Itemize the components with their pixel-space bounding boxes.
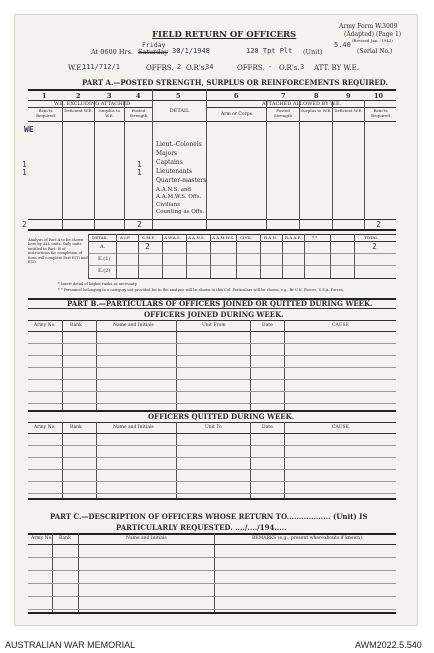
- part-c-heading-line2: PARTICULARLY REQUESTED. ..../..../194.....: [116, 523, 287, 532]
- analysis-note: Analysis of Part A to be shown here by ALL units. Only units entitled in Part. H of instructions for completion of form will complete Part E(1) and E(2).: [28, 238, 88, 265]
- ors-label: O.R's.: [186, 64, 207, 72]
- col-num-4: 4: [136, 92, 141, 100]
- offrs-written: 2: [177, 63, 182, 71]
- partc-col-name: Name and Initials: [126, 536, 167, 541]
- offrs-att-written: -: [268, 63, 273, 71]
- serial-written: 5.40: [334, 41, 351, 49]
- grid-row-rule: [28, 583, 396, 584]
- day-written: Friday: [142, 41, 166, 49]
- grid-row-rule: [28, 596, 396, 597]
- quitted-col-unit-to: Unit To: [205, 425, 222, 430]
- quitted-col-rank: Rank: [70, 425, 82, 430]
- analysis-row-e1: E.(1): [98, 256, 111, 262]
- col-num-7: 7: [281, 92, 286, 100]
- caption-institution: AUSTRALIAN WAR MEMORIAL: [5, 640, 136, 650]
- col-head-att-deficient: Deficient W.E.: [334, 108, 363, 113]
- date-written: 30/1/1948: [172, 47, 210, 55]
- analysis-row-e2: E.(2): [98, 268, 111, 274]
- col-num-2: 2: [76, 92, 81, 100]
- offrs-att-label: OFFRS.: [237, 64, 265, 72]
- footnote-higher-ranks: * Insert detail of higher ranks as necessary.: [58, 282, 138, 286]
- grid-column-rule: [62, 320, 63, 410]
- grid-header-rule: [28, 331, 396, 332]
- col4-value-a: 1: [137, 160, 142, 169]
- col-head-att-posted-strength: Posted Strength: [274, 108, 292, 118]
- col-head-detail: DETAIL: [169, 108, 190, 114]
- joined-col-unit-from: Unit From: [202, 323, 226, 328]
- grid-row-rule: [28, 557, 396, 558]
- grid-row-rule: [28, 403, 396, 404]
- grid-row-rule: [28, 343, 396, 344]
- army-form-revised: (Revised Jan., 1942): [352, 38, 393, 43]
- rank-civilians: Civilians Counting as Offs.: [156, 202, 205, 215]
- rank-majors: Majors: [156, 150, 178, 157]
- grid-row-rule: [28, 570, 396, 571]
- grid-column-rule: [284, 320, 285, 410]
- group-we-excluding: W.E. EXCLUDING ATTACHED: [54, 101, 131, 107]
- col10-total: 2: [376, 220, 381, 229]
- grid-header-rule: [28, 433, 396, 434]
- rank-lieutenants: Lieutenants: [156, 168, 193, 175]
- col-num-8: 8: [314, 92, 319, 100]
- col4-value-b: 1: [137, 168, 142, 177]
- grid-row-rule: [28, 367, 396, 368]
- rank-aans-aamws: A.A.N.S. and A.A.M.W.S. Offs.: [156, 187, 202, 200]
- grid-row-rule: [28, 469, 396, 470]
- grid-column-rule: [250, 320, 251, 410]
- analysis-head-detail: DETAIL: [92, 235, 108, 240]
- analysis-head-aans: A.A.N.S.: [188, 235, 205, 240]
- caption-accession-number: AWM2022.5.540: [355, 640, 422, 650]
- col-num-1: 1: [42, 92, 47, 100]
- analysis-head-other: * *: [312, 235, 318, 240]
- joined-col-cause: CAUSE: [332, 323, 349, 328]
- rank-lieut-colonels: Lieut.-Colonels: [156, 141, 202, 148]
- analysis-head-total: TOTAL: [364, 235, 378, 240]
- grid-row-rule: [28, 391, 396, 392]
- rank-captains: Captains: [156, 159, 183, 166]
- grid-row-rule: [28, 609, 396, 610]
- army-form-number: Army Form W.3009: [339, 23, 398, 30]
- col-head-deficient: Deficient W.E.: [64, 108, 93, 113]
- quitted-col-army-no: Army No.: [34, 425, 56, 430]
- part-b-heading: PART B.—PARTICULARS OF OFFICERS JOINED OR QUITTED DURING WEEK.: [67, 299, 373, 308]
- quitted-heading: OFFICERS QUITTED DURING WEEK.: [148, 412, 295, 421]
- partc-col-remarks: REMARKS (e.g., present whereabouts if known).: [252, 536, 364, 541]
- grid-row-rule: [28, 379, 396, 380]
- ors-att-label: O.R's.: [279, 64, 300, 72]
- col1-value-b: 1: [22, 168, 27, 177]
- ors-written: 34: [205, 63, 214, 71]
- analysis-head-awas: A.W.A.S.: [164, 235, 181, 240]
- grid-row-rule: [28, 355, 396, 356]
- joined-col-rank: Rank: [70, 323, 82, 328]
- analysis-head-aamws: A.A.M.W.S.: [212, 235, 235, 240]
- col-head-reints-required: Rein'ts Required: [36, 108, 55, 118]
- analysis-head-civil: CIVIL: [240, 235, 252, 240]
- form-title: FIELD RETURN OF OFFICERS: [152, 30, 297, 40]
- analysis-head-ran: R.A.N.: [264, 235, 277, 240]
- analysis-head-aif: A.I.F.: [120, 235, 131, 240]
- part-a-heading: PART A.—POSTED STRENGTH, SURPLUS OR REINFORCEMENTS REQUIRED.: [82, 78, 388, 87]
- analysis-aif-value: 2: [145, 242, 150, 251]
- grid-row-rule: [28, 493, 396, 494]
- col-num-9: 9: [346, 92, 351, 100]
- col-head-surplus: Surplus to W.E.: [99, 108, 120, 118]
- caption-bar: [0, 636, 434, 653]
- offrs-label: OFFRS.: [146, 64, 174, 72]
- rank-quarter-masters: Quarter-masters: [156, 177, 207, 184]
- unit-label: (Unit): [303, 48, 323, 56]
- col-num-5: 5: [176, 92, 181, 100]
- part-c-heading-line1: PART C.—DESCRIPTION OF OFFICERS WHOSE RETURN TO.................. (Unit) IS: [50, 512, 368, 521]
- quitted-col-name: Name and Initials: [113, 425, 154, 430]
- grid-header-rule: [28, 544, 396, 545]
- day-printed: Saturday: [138, 48, 168, 56]
- col-num-6: 6: [234, 92, 239, 100]
- ors-att-written: 3: [300, 63, 305, 71]
- group-attached-allowed: ATTACHED ALLOWED BY W.E.: [262, 101, 342, 107]
- partc-col-army-no: Army No.: [31, 536, 53, 541]
- we-label: W.E.: [68, 64, 84, 72]
- quitted-col-cause: CAUSE.: [332, 425, 351, 430]
- att-by-we-label: ATT. BY W.E.: [314, 64, 359, 72]
- partc-col-rank: Rank: [59, 536, 71, 541]
- quitted-col-date: Date.: [262, 425, 275, 430]
- joined-col-army-no: Army No.: [34, 323, 56, 328]
- at-hours-label: At 0600 Hrs.: [91, 48, 134, 56]
- grid-row-rule: [28, 481, 396, 482]
- col-num-3: 3: [107, 92, 112, 100]
- we-mark: WE: [24, 125, 34, 134]
- col4-total: 2: [137, 220, 142, 229]
- col-head-att-surplus: Surplus to W.E.: [300, 108, 332, 113]
- grid-column-rule: [96, 320, 97, 410]
- col-head-att-reints-required: Rein'ts Required: [371, 108, 390, 118]
- grid-row-rule: [28, 445, 396, 446]
- joined-col-name: Name and Initials: [113, 323, 154, 328]
- analysis-head-raaf: R.A.A.F.: [285, 235, 302, 240]
- army-form-adapted: (Adapted) (Page 1): [344, 31, 402, 38]
- grid-column-rule: [176, 320, 177, 410]
- analysis-row-a: A.: [100, 244, 106, 250]
- col-num-10: 10: [374, 92, 384, 100]
- col1-total: 2: [22, 220, 27, 229]
- col-head-arm-or-corps: Arm or Corps: [221, 112, 252, 117]
- col1-value-a: 1: [22, 160, 27, 169]
- unit-written: 120 Tpt Plt: [246, 47, 293, 55]
- footnote-other-category: * * Personnel belonging to a category not provided for in the analysis will be shown in this Col. Particulars will be shown, e.g., Br U.K. Forces; U.S.A. Forces.: [58, 288, 344, 292]
- we-written: 111/712/1: [82, 63, 120, 71]
- grid-row-rule: [28, 457, 396, 458]
- joined-col-date: Date: [262, 323, 273, 328]
- col-head-posted-strength: Posted Strength: [129, 108, 148, 118]
- analysis-total-value: 2: [372, 242, 377, 251]
- analysis-head-cmf: C.M.F.: [142, 235, 155, 240]
- joined-heading: OFFICERS JOINED DURING WEEK.: [144, 310, 284, 319]
- serial-label: (Serial No.): [357, 48, 393, 55]
